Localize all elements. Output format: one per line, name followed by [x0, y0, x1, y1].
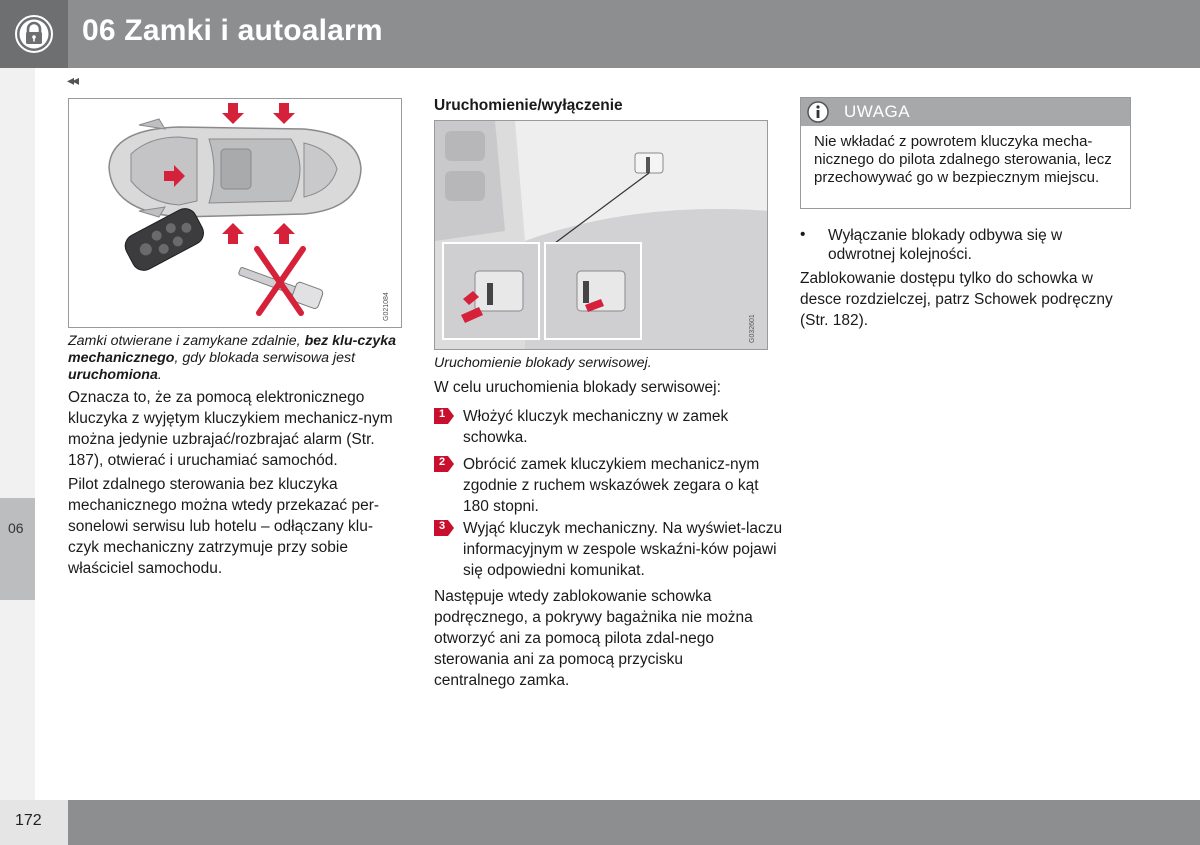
lock-icon — [14, 14, 54, 54]
section-heading: Uruchomienie/wyłączenie — [434, 97, 623, 114]
step-text: Obrócić zamek kluczykiem mechanicz-nym zgodnie z ruchem wskazówek zegara o kąt 180 stopni. — [463, 456, 760, 515]
paragraph: Następuje wtedy zablokowanie schowka podręcznego, a pokrywy bagażnika nie można otworzyć ani za pomocą pilota zdal-nego sterowania ani za pomocą przycisku centralnego zamka. — [434, 588, 753, 689]
paragraph: Zablokowanie dostępu tylko do schowka w desce rozdzielczej, patrz Schowek podręczny (Str. 182). — [800, 270, 1113, 329]
step-number-badge: 1 — [434, 408, 454, 424]
glovebox-lock-figure — [434, 120, 768, 350]
side-margin — [0, 68, 35, 803]
figure-code: G032601 — [749, 314, 756, 343]
warning-box — [800, 97, 1131, 209]
warning-title: UWAGA — [844, 102, 911, 121]
chapter-tab-label: 06 — [8, 520, 24, 536]
back-navigation-icon[interactable]: ◂◂ — [67, 72, 78, 88]
bullet-dot: • — [800, 226, 806, 243]
step-number-badge: 3 — [434, 520, 454, 536]
info-icon — [807, 101, 829, 123]
steps-intro: W celu uruchomienia blokady serwisowej: — [434, 379, 721, 396]
step-text: Wyjąć kluczyk mechaniczny. Na wyświet-laczu informacyjnym w zespole wskaźni-ków pojawi się odpowiedni komunikat. — [463, 520, 783, 579]
glovebox-illustration — [435, 121, 768, 350]
page-number-box — [0, 800, 68, 845]
page-footer — [0, 800, 1200, 845]
step-number-badge: 2 — [434, 456, 454, 472]
paragraph: Pilot zdalnego sterowania bez kluczyka mechanicznego można wtedy przekazać per-sonelowi serwisu lub hotelu – odłączany klu-czyk mechaniczny zatrzymuje przy sobie właściciel samochodu. — [68, 476, 380, 577]
paragraph: Oznacza to, że za pomocą elektronicznego kluczyka z wyjętym kluczykiem mechanicz-nym można jedynie uzbrajać/rozbrajać alarm (Str. 187), otwierać i uruchamiać samochód. — [68, 389, 393, 469]
warning-text: Nie wkładać z powrotem kluczyka mecha-nicznego do pilota zdalnego sterowania, lecz przechowywać go w bezpiecznym miejscu. — [814, 133, 1112, 186]
chapter-icon-box — [0, 0, 68, 68]
figure-caption: Zamki otwierane i zamykane zdalnie, bez klu-czyka mechanicznego, gdy blokada serwisowa jest uruchomiona. — [68, 333, 397, 383]
page-number: 172 — [15, 812, 42, 829]
figure-caption: Uruchomienie blokady serwisowej. — [434, 355, 652, 371]
car-remote-illustration — [69, 99, 402, 328]
step-text: Włożyć kluczyk mechaniczny w zamek schowka. — [463, 408, 729, 446]
chapter-title: 06 Zamki i autoalarm — [82, 14, 383, 47]
bullet-text: Wyłączanie blokady odbywa się w odwrotnej kolejności. — [828, 227, 1063, 263]
warning-header — [801, 98, 1130, 126]
chapter-tab[interactable] — [0, 498, 35, 600]
figure-code: G021084 — [383, 292, 390, 321]
car-remote-figure — [68, 98, 402, 328]
